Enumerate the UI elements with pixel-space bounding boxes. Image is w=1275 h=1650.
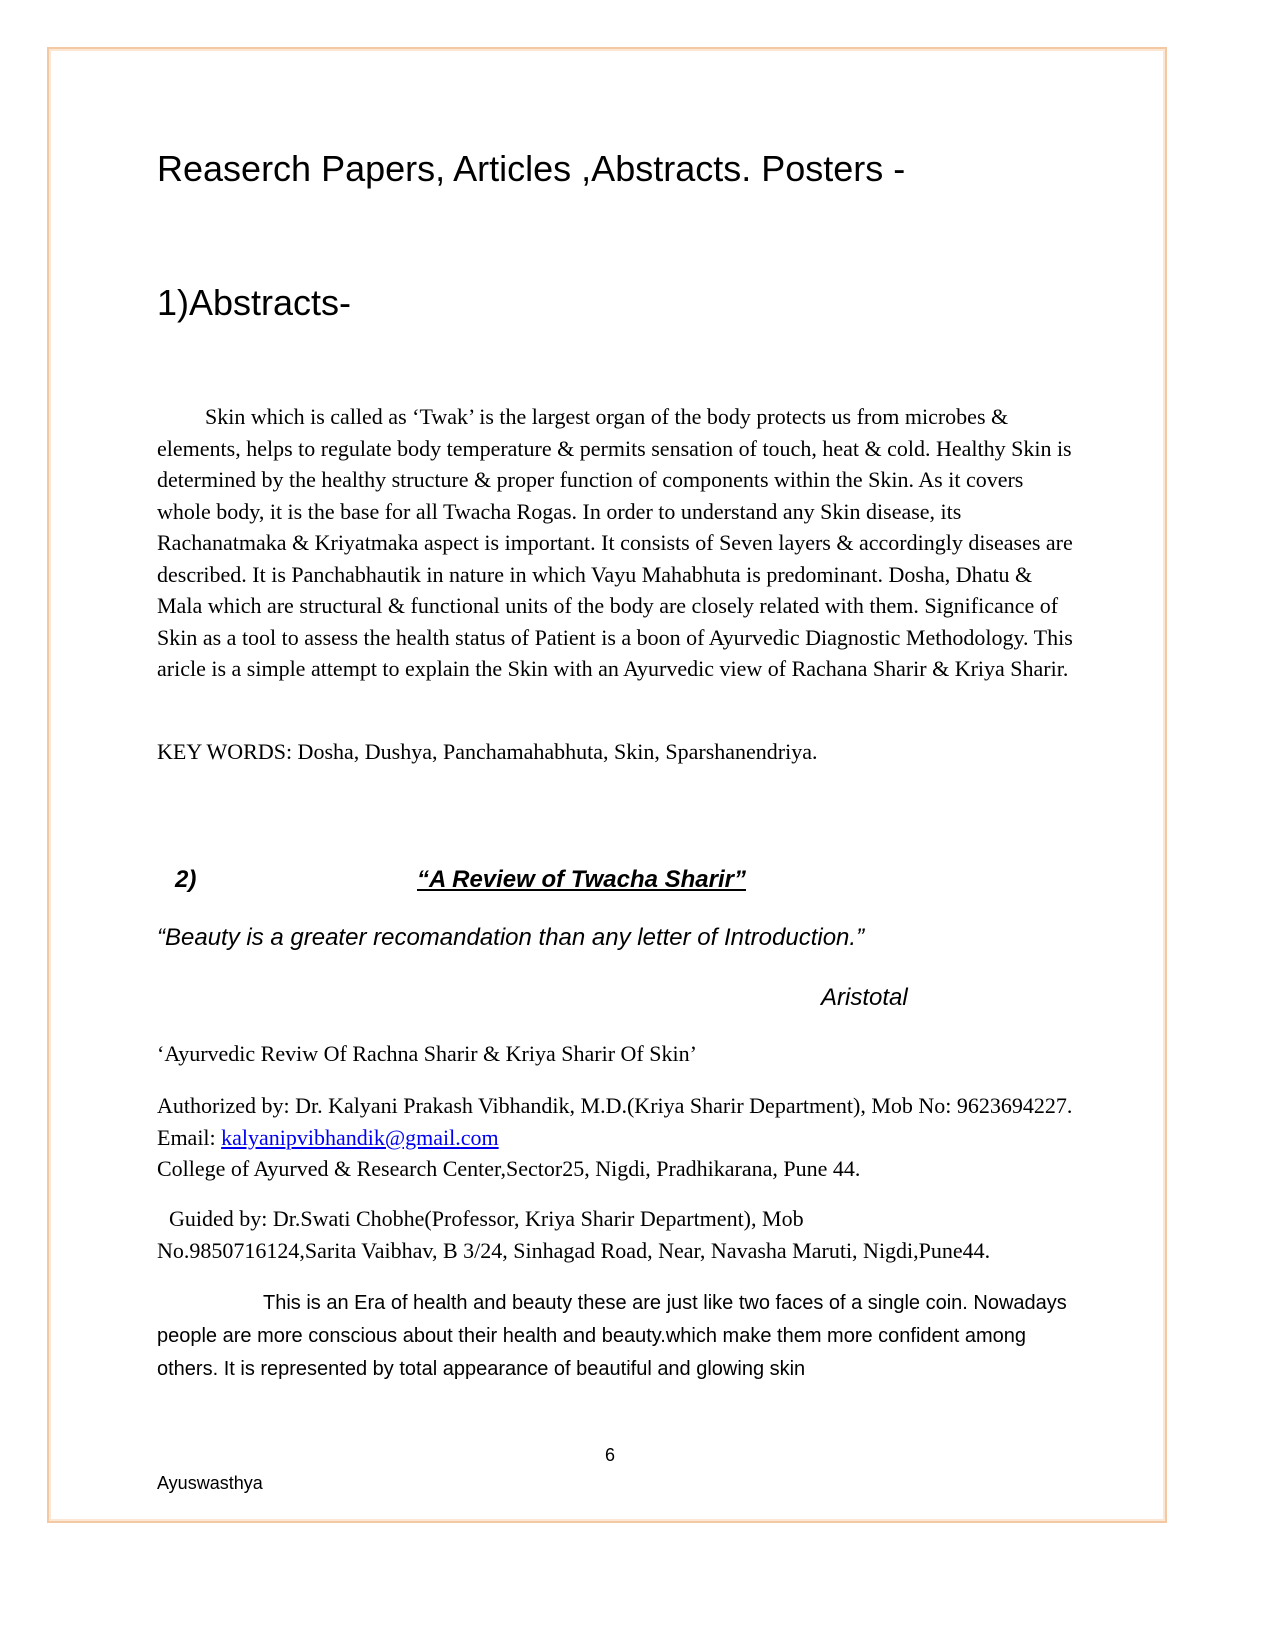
footer-publication: Ayuswasthya <box>157 1473 263 1493</box>
article-title: ‘Ayurvedic Reviw Of Rachna Sharir & Kriya Sharir Of Skin’ <box>157 1041 697 1066</box>
guided-by-line1: Guided by: Dr.Swati Chobhe(Professor, Kriya Sharir Department), Mob <box>169 1206 804 1231</box>
quote: “Beauty is a greater recomandation than any letter of Introduction.” <box>157 924 865 951</box>
guide-info <box>157 1203 1077 1266</box>
college-address: College of Ayurved & Research Center,Sector25, Nigdi, Pradhikarana, Pune 44. <box>157 1156 861 1181</box>
review-title: “A Review of Twacha Sharir” <box>417 866 746 893</box>
author-info <box>157 1090 1077 1185</box>
page-number: 6 <box>605 1445 616 1465</box>
keywords: KEY WORDS: Dosha, Dushya, Panchamahabhuta, Skin, Sparshanendriya. <box>157 739 818 764</box>
intro-paragraph: This is an Era of health and beauty these are just like two faces of a single coin. Nowadays people are more conscious about their health and beauty.which make them more confident among others. It is represented by total appearance of beautiful and glowing skin <box>157 1292 1067 1380</box>
abstracts-heading: 1)Abstracts- <box>157 282 352 323</box>
email-link[interactable]: kalyanipvibhandik@gmail.com <box>221 1124 499 1150</box>
authorized-by: Authorized by: Dr. Kalyani Prakash Vibhandik, M.D.(Kriya Sharir Department), Mob No: 9623694227. Email: <box>157 1093 1073 1150</box>
page-title: Reaserch Papers, Articles ,Abstracts. Posters - <box>157 148 906 189</box>
abstract-paragraph: Skin which is called as ‘Twak’ is the largest organ of the body protects us from microbes & elements, helps to regulate body temperature & permits sensation of touch, heat & cold. Healthy Skin is determined by the healthy structure & proper function of components within the Skin. As it covers whole body, it is the base for all Twacha Rogas. In order to understand any Skin disease, its Rachanatmaka & Kriyatmaka aspect is important. It consists of Seven layers & accordingly diseases are described. It is Panchabhautik in nature in which Vayu Mahabhuta is predominant. Dosha, Dhatu & Mala which are structural & functional units of the body are closely related with them. Significance of Skin as a tool to assess the health status of Patient is a boon of Ayurvedic Diagnostic Methodology. This aricle is a simple attempt to explain the Skin with an Ayurvedic view of Rachana Sharir & Kriya Sharir. <box>157 404 1073 681</box>
review-number: 2) <box>175 866 197 893</box>
guided-by-line2: No.9850716124,Sarita Vaibhav, B 3/24, Sinhagad Road, Near, Navasha Maruti, Nigdi,Pune44. <box>157 1237 991 1263</box>
quote-author: Aristotal <box>821 984 908 1011</box>
